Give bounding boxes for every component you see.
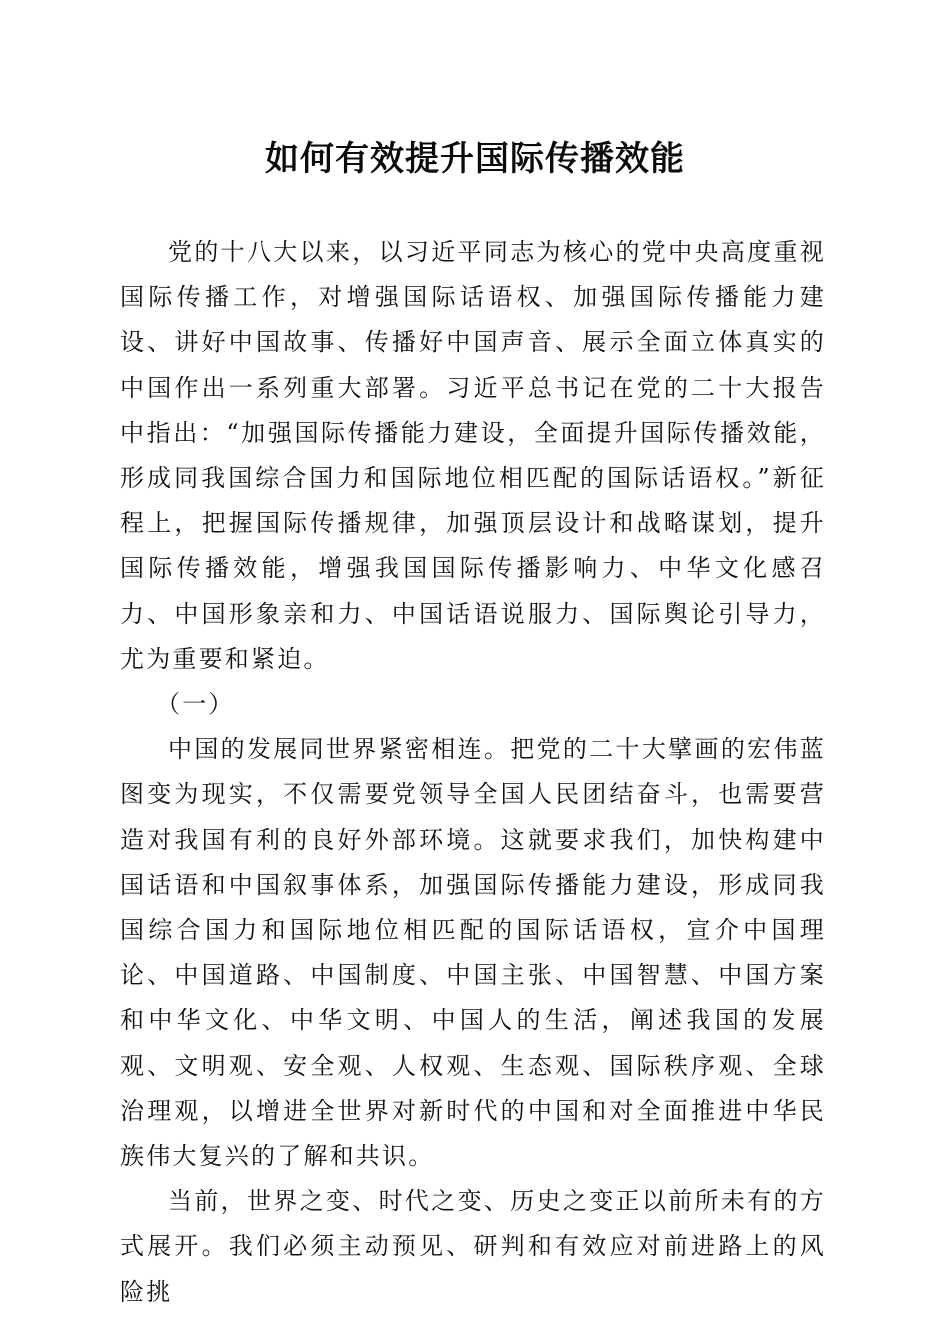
- section-heading-1: （一）: [156, 690, 235, 719]
- paragraph-intro: 党的十八大以来，以习近平同志为核心的党中央高度重视国际传播工作，对增强国际话语权、加强国际传播能力建设、讲好中国故事、传播好中国声音、展示全面立体真实的中国作出一系列重大部署。习近平总书记在党的二十大报告中指出：“加强国际传播能力建设，全面提升国际传播效能，形成同我国综合国力和国际地位相匹配的国际话语权。”新征程上，把握国际传播规律，加强顶层设计和战略谋划，提升国际传播效能，增强我国国际传播影响力、中华文化感召力、中国形象亲和力、中国话语说服力、国际舆论引导力，尤为重要和紧迫。: [120, 238, 826, 673]
- document-body: [120, 230, 826, 1315]
- document-title: 如何有效提升国际传播效能: [265, 139, 685, 179]
- paragraph-section-1: 中国的发展同世界紧密相连。把党的二十大擘画的宏伟蓝图变为现实，不仅需要党领导全国人民团结奋斗，也需要营造对我国有利的良好外部环境。这就要求我们，加快构建中国话语和中国叙事体系，加强国际传播能力建设，形成同我国综合国力和国际地位相匹配的国际话语权，宣介中国理论、中国道路、中国制度、中国主张、中国智慧、中国方案和中华文化、中华文明、中国人的生活，阐述我国的发展观、文明观、安全观、人权观、生态观、国际秩序观、全球治理观，以增进全世界对新时代的中国和对全面推进中华民族伟大复兴的了解和共识。: [120, 735, 826, 1171]
- paragraph-current: 当前，世界之变、时代之变、历史之变正以前所未有的方式展开。我们必须主动预见、研判和有效应对前进路上的风险挑: [120, 1187, 826, 1306]
